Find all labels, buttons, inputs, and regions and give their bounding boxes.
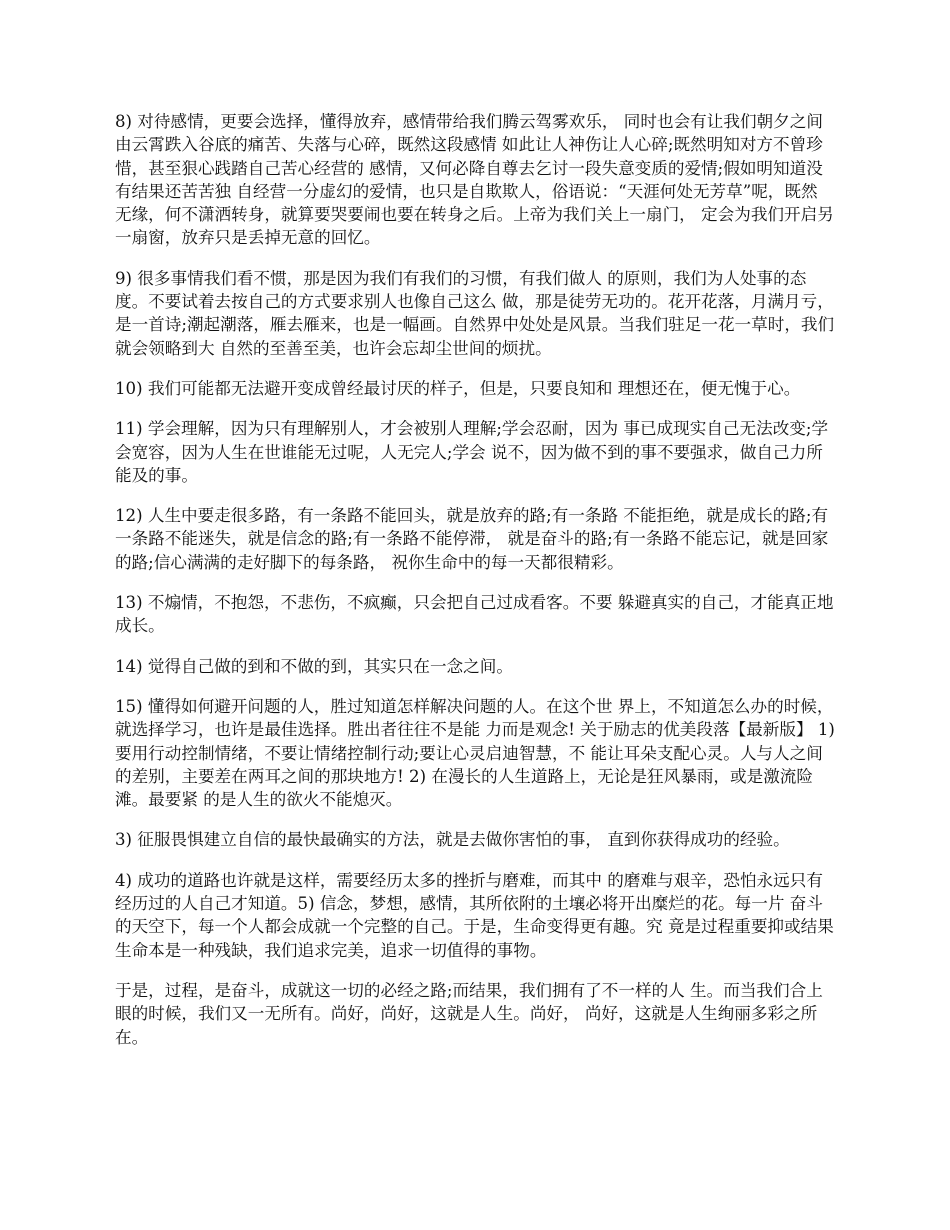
paragraph-11: 11) 学会理解，因为只有理解别人，才会被别人理解;学会忍耐，因为 事已成现实自己无法改变;学会宽容，因为人生在世谁能无过呢，人无完人;学会 说不，因为做不到的事不要强求，做自己力所能及的事。 — [115, 419, 829, 485]
paragraph-closing: 于是，过程，是奋斗，成就这一切的必经之路;而结果，我们拥有了不一样的人 生。而当我们合上眼的时候，我们又一无所有。尚好，尚好，这就是人生。尚好， 尚好，这就是人生绚丽多彩之所在。 — [115, 980, 823, 1047]
paragraph-8: 8) 对待感情，更要会选择，懂得放弃，感情带给我们腾云驾雾欢乐， 同时也会有让我们朝夕之间由云霄跌入谷底的痛苦、失落与心碎，既然这段感情 如此让人神伤让人心碎;既然明知对方不曾珍惜，甚至狠心践踏自己苦心经营的 感情，又何必降自尊去乞讨一段失意变质的爱情;假如明知道没有结果还苦苦独 自经营一分虚幻的爱情，也只是自欺欺人，俗语说：“天涯何处无芳草”呢，既然 无缘，何不潇洒转身，就算要哭要闹也要在转身之后。上帝为我们关上一扇门， 定会为我们开启另一扇窗，放弃只是丢掉无意的回忆。 — [115, 112, 834, 248]
paragraph-9: 9) 很多事情我们看不惯，那是因为我们有我们的习惯，有我们做人 的原则，我们为人处事的态度。不要试着去按自己的方式要求别人也像自己这么 做，那是徒劳无功的。花开花落，月满月亏，是一首诗;潮起潮落，雁去雁来，也是一幅画。自然界中处处是风景。当我们驻足一花一草时，我们就会领略到大 自然的至善至美，也许会忘却尘世间的烦扰。 — [115, 268, 835, 358]
document-body — [115, 110, 837, 1066]
paragraph-15: 15) 懂得如何避开问题的人，胜过知道怎样解决问题的人。在这个世 界上，不知道怎么办的时候，就选择学习，也许是最佳选择。胜出者往往不是能 力而是观念! 关于励志的优美段落【最新版】 1) 要用行动控制情绪，不要让情绪控制行动;要让心灵启迪智慧，不 能让耳朵支配心灵。人与人之间的差别，主要差在两耳之间的那块地方! 2) 在漫长的人生道路上，无论是狂风暴雨，或是激流险滩。最要紧 的是人生的欲火不能熄灭。 — [115, 696, 835, 810]
paragraph-4-5: 4) 成功的道路也许就是这样，需要经历太多的挫折与磨难，而其中 的磨难与艰辛，恐怕永远只有经历过的人自己才知道。5) 信念，梦想，感情，其所依附的土壤必将开出糜烂的花。每一片 奋斗的天空下，每一个人都会成就一个完整的自己。于是，生命变得更有趣。究 竟是过程重要抑或结果生命本是一种残缺，我们追求完美，追求一切值得的事物。 — [115, 870, 834, 960]
paragraph-10: 10) 我们可能都无法避开变成曾经最讨厌的样子，但是，只要良知和 理想还在，便无愧于心。 — [115, 378, 801, 398]
paragraph-3: 3) 征服畏惧建立自信的最快最确实的方法，就是去做你害怕的事， 直到你获得成功的经验。 — [115, 830, 790, 850]
paragraph-14: 14) 觉得自己做的到和不做的到，其实只在一念之间。 — [115, 656, 513, 676]
paragraph-13: 13) 不煽情，不抱怨，不悲伤，不疯癫，只会把自己过成看客。不要 躲避真实的自己，才能真正地成长。 — [115, 593, 834, 636]
paragraph-12: 12) 人生中要走很多路，有一条路不能回头，就是放弃的路;有一条路 不能拒绝，就是成长的路;有一条路不能迷失，就是信念的路;有一条路不能停滞， 就是奋斗的路;有一条路不能忘记，就是回家的路;信心满满的走好脚下的每条路， 祝你生命中的每一天都很精彩。 — [115, 506, 829, 572]
